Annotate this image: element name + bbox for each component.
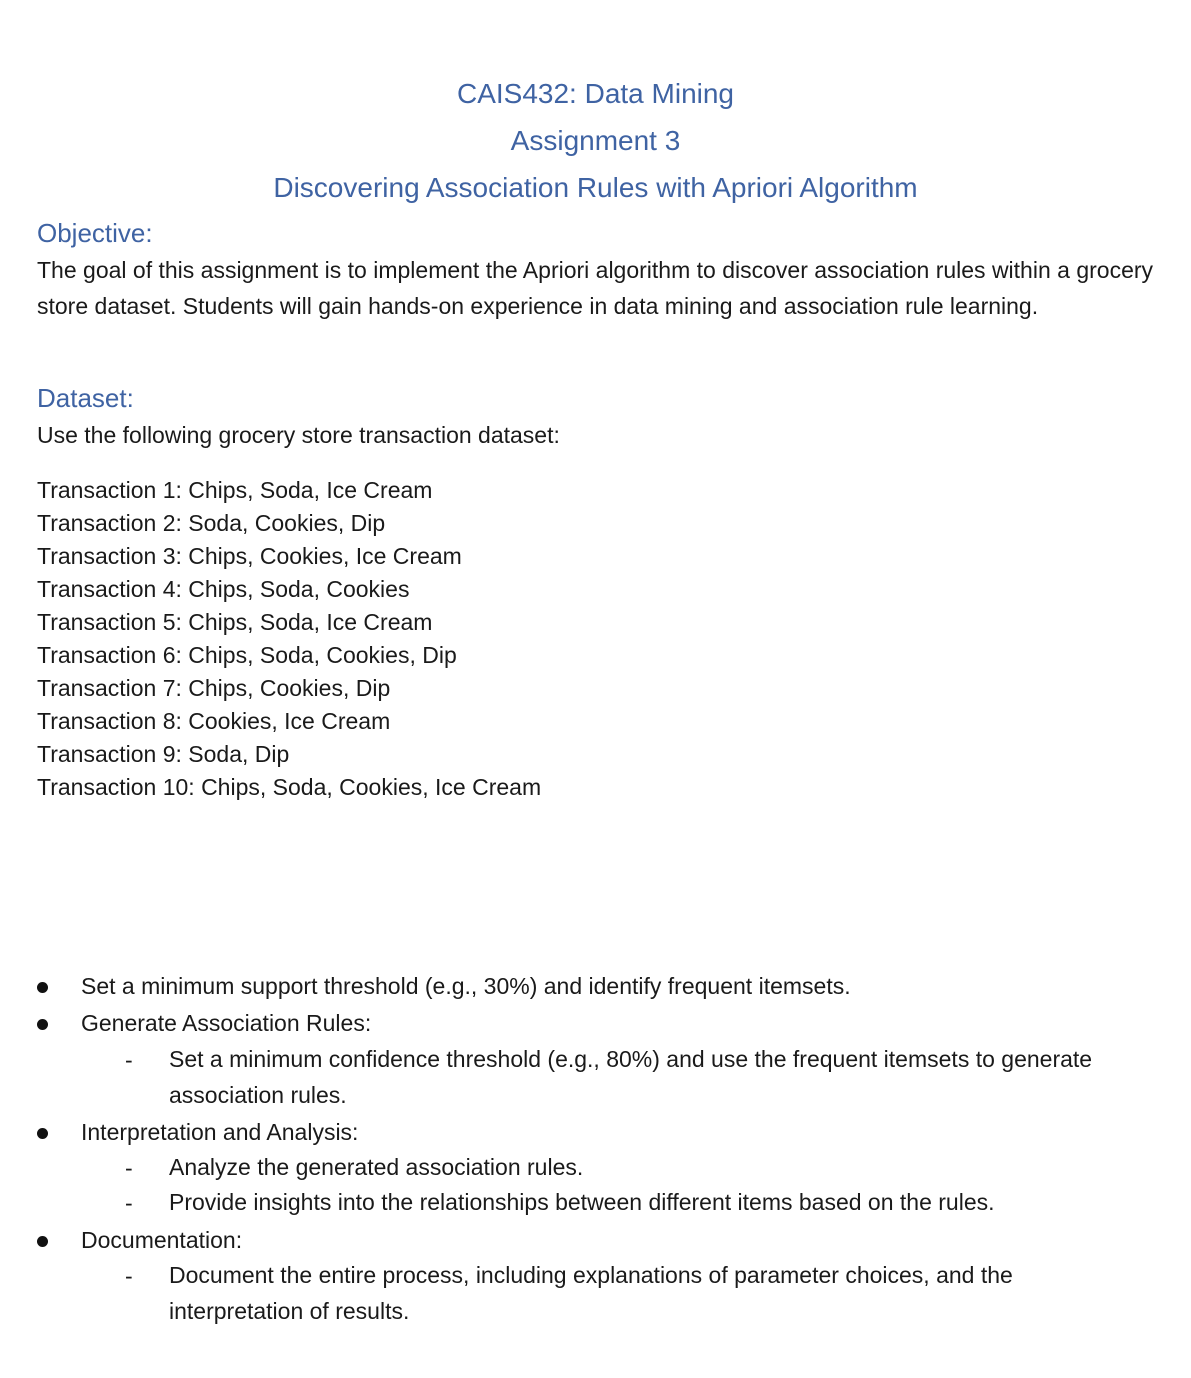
task-generate-rules: Generate Association Rules:	[81, 1010, 372, 1036]
task-interpretation: Interpretation and Analysis:	[81, 1119, 359, 1145]
assignment-number: Assignment 3	[510, 125, 681, 156]
objective-heading: Objective:	[37, 218, 153, 248]
dash-icon: -	[125, 1190, 133, 1216]
dash-icon: -	[125, 1263, 133, 1289]
dataset-heading: Dataset:	[37, 383, 134, 413]
assignment-subtitle: Discovering Association Rules with Apriori Algorithm	[273, 172, 918, 203]
dash-icon: -	[125, 1047, 133, 1073]
transaction-item: Transaction 1: Chips, Soda, Ice Cream	[37, 477, 433, 503]
dataset-intro: Use the following grocery store transaction dataset:	[37, 422, 560, 448]
transaction-list	[37, 474, 541, 804]
transaction-item: Transaction 10: Chips, Soda, Cookies, Ice Cream	[37, 774, 542, 800]
bullet-icon	[37, 1128, 48, 1139]
course-title: CAIS432: Data Mining	[456, 78, 735, 109]
objective-text: The goal of this assignment is to implement the Apriori algorithm to discover association rules within a grocery store dataset. Students will gain hands-on experience in data mining and association rule learning.	[37, 257, 1154, 319]
transaction-item: Transaction 4: Chips, Soda, Cookies	[37, 576, 410, 602]
dash-icon: -	[125, 1155, 133, 1181]
subtask-document-process: Document the entire process, including explanations of parameter choices, and the interpretation of results.	[169, 1262, 1013, 1324]
bullet-icon	[37, 982, 48, 993]
subtask-provide-insights: Provide insights into the relationships between different items based on the rules.	[169, 1189, 995, 1215]
subtask-confidence-threshold: Set a minimum confidence threshold (e.g., 80%) and use the frequent itemsets to generate association rules.	[169, 1046, 1093, 1108]
subtask-analyze-rules: Analyze the generated association rules.	[169, 1154, 584, 1180]
transaction-item: Transaction 7: Chips, Cookies, Dip	[37, 675, 391, 701]
transaction-item: Transaction 6: Chips, Soda, Cookies, Dip	[37, 642, 457, 668]
bullet-icon	[37, 1019, 48, 1030]
bullet-icon	[37, 1236, 48, 1247]
transaction-item: Transaction 9: Soda, Dip	[37, 741, 290, 767]
transaction-item: Transaction 2: Soda, Cookies, Dip	[37, 510, 386, 536]
transaction-item: Transaction 3: Chips, Cookies, Ice Cream	[37, 543, 462, 569]
transaction-item: Transaction 8: Cookies, Ice Cream	[37, 708, 391, 734]
task-support-threshold: Set a minimum support threshold (e.g., 30%) and identify frequent itemsets.	[81, 973, 851, 999]
task-documentation: Documentation:	[81, 1227, 243, 1253]
transaction-item: Transaction 5: Chips, Soda, Ice Cream	[37, 609, 433, 635]
